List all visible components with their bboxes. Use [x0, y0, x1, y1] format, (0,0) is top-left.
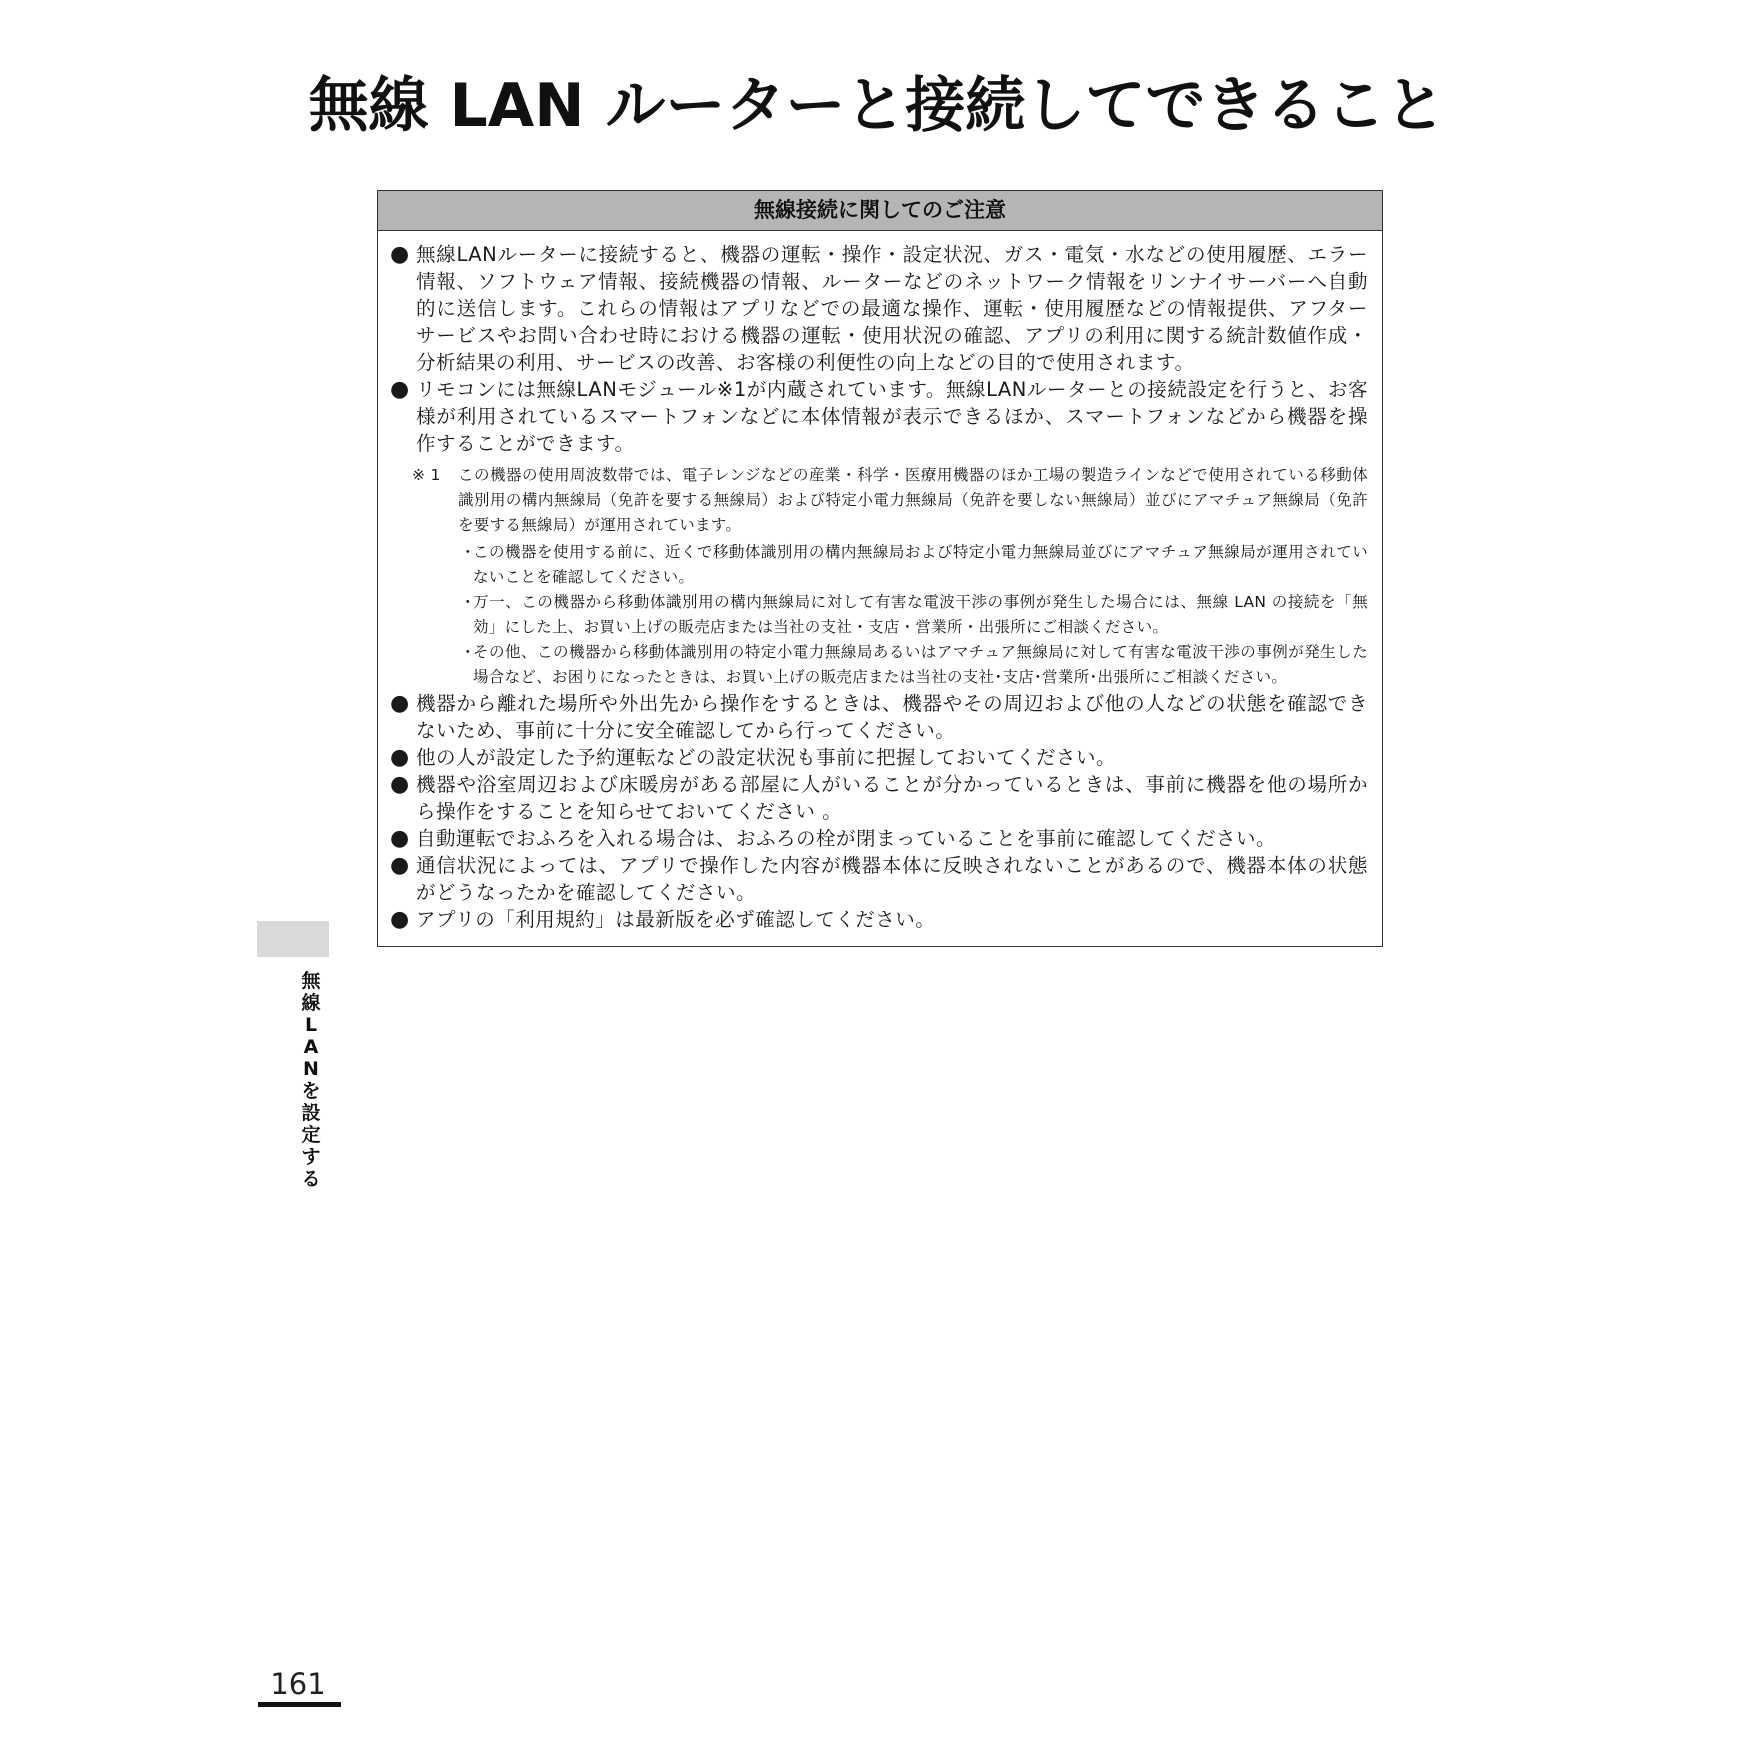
footnote-subitem [390, 640, 1368, 690]
bullet-icon: ● [390, 907, 410, 932]
notice-item [390, 241, 1368, 376]
notice-header: 無線接続に関してのご注意 [378, 191, 1382, 231]
notice-item-text: アプリの「利用規約」は最新版を必ず確認してください。 [416, 908, 936, 931]
notice-item [390, 771, 1368, 825]
notice-item [390, 744, 1368, 771]
side-tab-marker [257, 921, 329, 957]
notice-item-text: 機器から離れた場所や外出先から操作をするときは、機器やその周辺および他の人などの状態を確認できないため、事前に十分に安全確認してから行ってください。 [416, 692, 1368, 742]
footnote-subitem [390, 590, 1368, 640]
notice-item [390, 376, 1368, 457]
footnote-subitem-text: この機器を使用する前に、近くで移動体識別用の構内無線局および特定小電力無線局並びにアマチュア無線局が運用されていないことを確認してください。 [473, 543, 1368, 586]
notice-item-text: 他の人が設定した予約運転などの設定状況も事前に把握しておいてください。 [416, 746, 1117, 769]
subitem-dot-icon: ・ [460, 643, 476, 661]
subitem-dot-icon: ・ [460, 593, 476, 611]
page-number: 161 [270, 1667, 326, 1701]
bullet-icon: ● [390, 242, 410, 267]
bullet-icon: ● [390, 826, 410, 851]
page-title: 無線 LAN ルーターと接続してできること [308, 71, 1446, 141]
notice-box [377, 190, 1383, 947]
notice-item [390, 825, 1368, 852]
bullet-icon: ● [390, 853, 410, 878]
footnote-subitem-text: 万一、この機器から移動体識別用の構内無線局に対して有害な電波干渉の事例が発生した場合には、無線 LAN の接続を「無効」にした上、お買い上げの販売店または当社の支社・支店・営業所・出張所にご相談ください。 [473, 593, 1368, 636]
notice-item-text: リモコンには無線LANモジュール※1が内蔵されています。無線LANルーターとの接続設定を行うと、お客様が利用されているスマートフォンなどに本体情報が表示できるほか、スマートフォンなどから機器を操作することができます。 [416, 378, 1368, 455]
notice-item-text: 通信状況によっては、アプリで操作した内容が機器本体に反映されないことがあるので、機器本体の状態がどうなったかを確認してください。 [416, 854, 1368, 904]
bullet-icon: ● [390, 745, 410, 770]
notice-item [390, 906, 1368, 933]
notice-item-text: 無線LANルーターに接続すると、機器の運転・操作・設定状況、ガス・電気・水などの使用履歴、エラー情報、ソフトウェア情報、接続機器の情報、ルーターなどのネットワーク情報をリンナイサーバーへ自動的に送信します。これらの情報はアプリなどでの最適な操作、運転・使用履歴などの情報提供、アフターサービスやお問い合わせ時における機器の運転・使用状況の確認、アプリの利用に関する統計数値作成・分析結果の利用、サービスの改善、お客様の利便性の向上などの目的で使用されます。 [416, 243, 1368, 374]
footnote-subitem [390, 540, 1368, 590]
notice-item-text: 自動運転でおふろを入れる場合は、おふろの栓が閉まっていることを事前に確認してください。 [416, 827, 1277, 850]
notice-item [390, 690, 1368, 744]
footnote-mark: ※ 1 [412, 466, 441, 484]
footnote [390, 463, 1368, 538]
bullet-icon: ● [390, 377, 410, 402]
bullet-icon: ● [390, 772, 410, 797]
footnote-subitem-text: その他、この機器から移動体識別用の特定小電力無線局あるいはアマチュア無線局に対して有害な電波干渉の事例が発生した場合など、お困りになったときは、お買い上げの販売店または当社の支社･支店･営業所･出張所にご相談ください。 [473, 643, 1368, 686]
side-section-label: 無線LANを設定する [301, 970, 321, 1190]
footnote-text: この機器の使用周波数帯では、電子レンジなどの産業・科学・医療用機器のほか工場の製造ラインなどで使用されている移動体識別用の構内無線局（免許を要する無線局）および特定小電力無線局（免許を要しない無線局）並びにアマチュア無線局（免許を要する無線局）が運用されています。 [458, 466, 1368, 534]
notice-item [390, 852, 1368, 906]
notice-item-text: 機器や浴室周辺および床暖房がある部屋に人がいることが分かっているときは、事前に機器を他の場所から操作をすることを知らせておいてください 。 [416, 773, 1368, 823]
page-number-underline [258, 1702, 341, 1707]
subitem-dot-icon: ・ [460, 543, 476, 561]
notice-body [378, 231, 1382, 933]
bullet-icon: ● [390, 691, 410, 716]
